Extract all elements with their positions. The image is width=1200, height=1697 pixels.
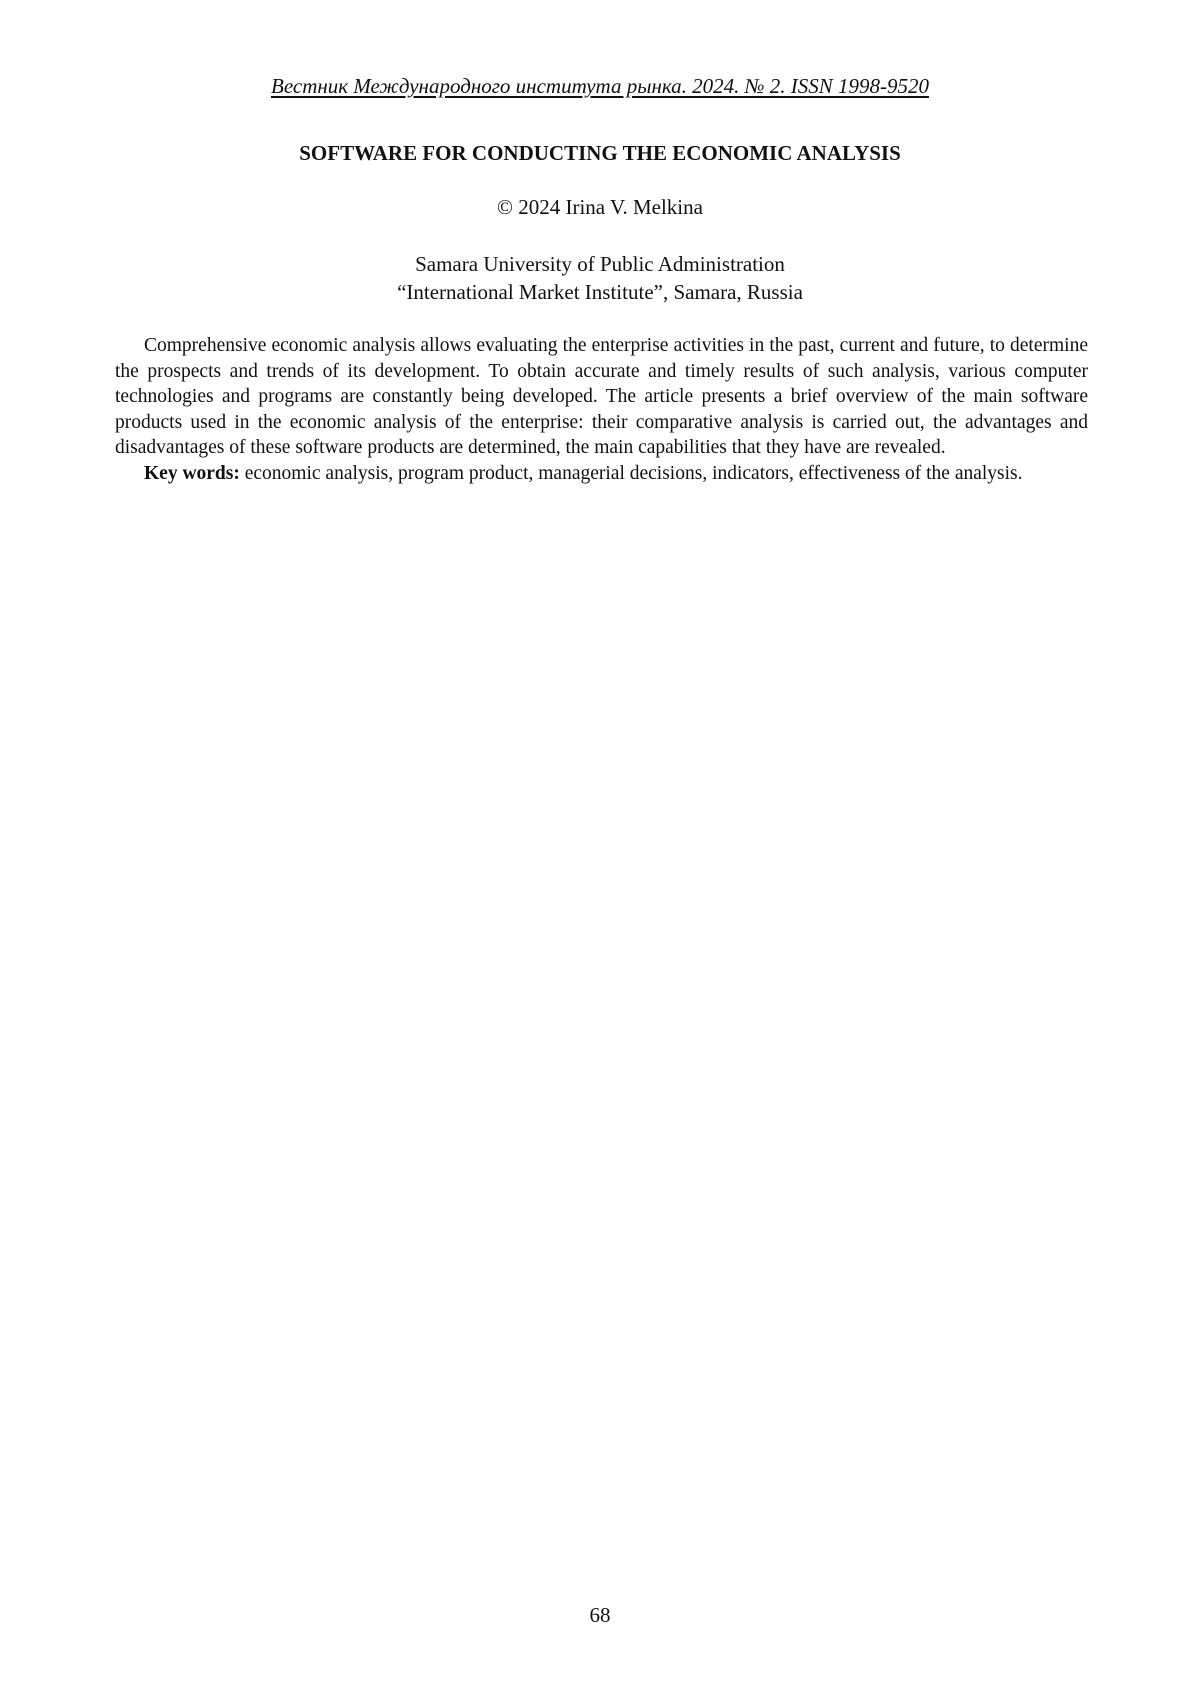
keywords-label: Key words: (144, 462, 240, 484)
affiliation-line-2: “International Market Institute”, Samara, Russia (397, 280, 803, 304)
keywords-paragraph (115, 461, 1088, 487)
page-number: 68 (589, 1603, 611, 1627)
author-line: © 2024 Irina V. Melkina (497, 195, 703, 219)
keywords-text: economic analysis, program product, managerial decisions, indicators, effectiveness of the analysis. (239, 462, 1023, 484)
article-title: SOFTWARE FOR CONDUCTING THE ECONOMIC ANALYSIS (299, 141, 901, 165)
abstract-block (115, 333, 1088, 487)
affiliation-block (0, 250, 1200, 306)
abstract-paragraph: Comprehensive economic analysis allows evaluating the enterprise activities in the past, current and future, to determine the prospects and trends of its development. To obtain accurate and timely results of such analysis, various computer technologies and programs are constantly being developed. The article presents a brief overview of the main software products used in the economic analysis of the enterprise: their comparative analysis is carried out, the advantages and disadvantages of these software products are determined, the main capabilities that they have are revealed. (115, 335, 1088, 459)
affiliation-line-1: Samara University of Public Administration (415, 252, 785, 276)
journal-running-header: Вестник Международного института рынка. 2024. № 2. ISSN 1998-9520 (271, 74, 929, 98)
